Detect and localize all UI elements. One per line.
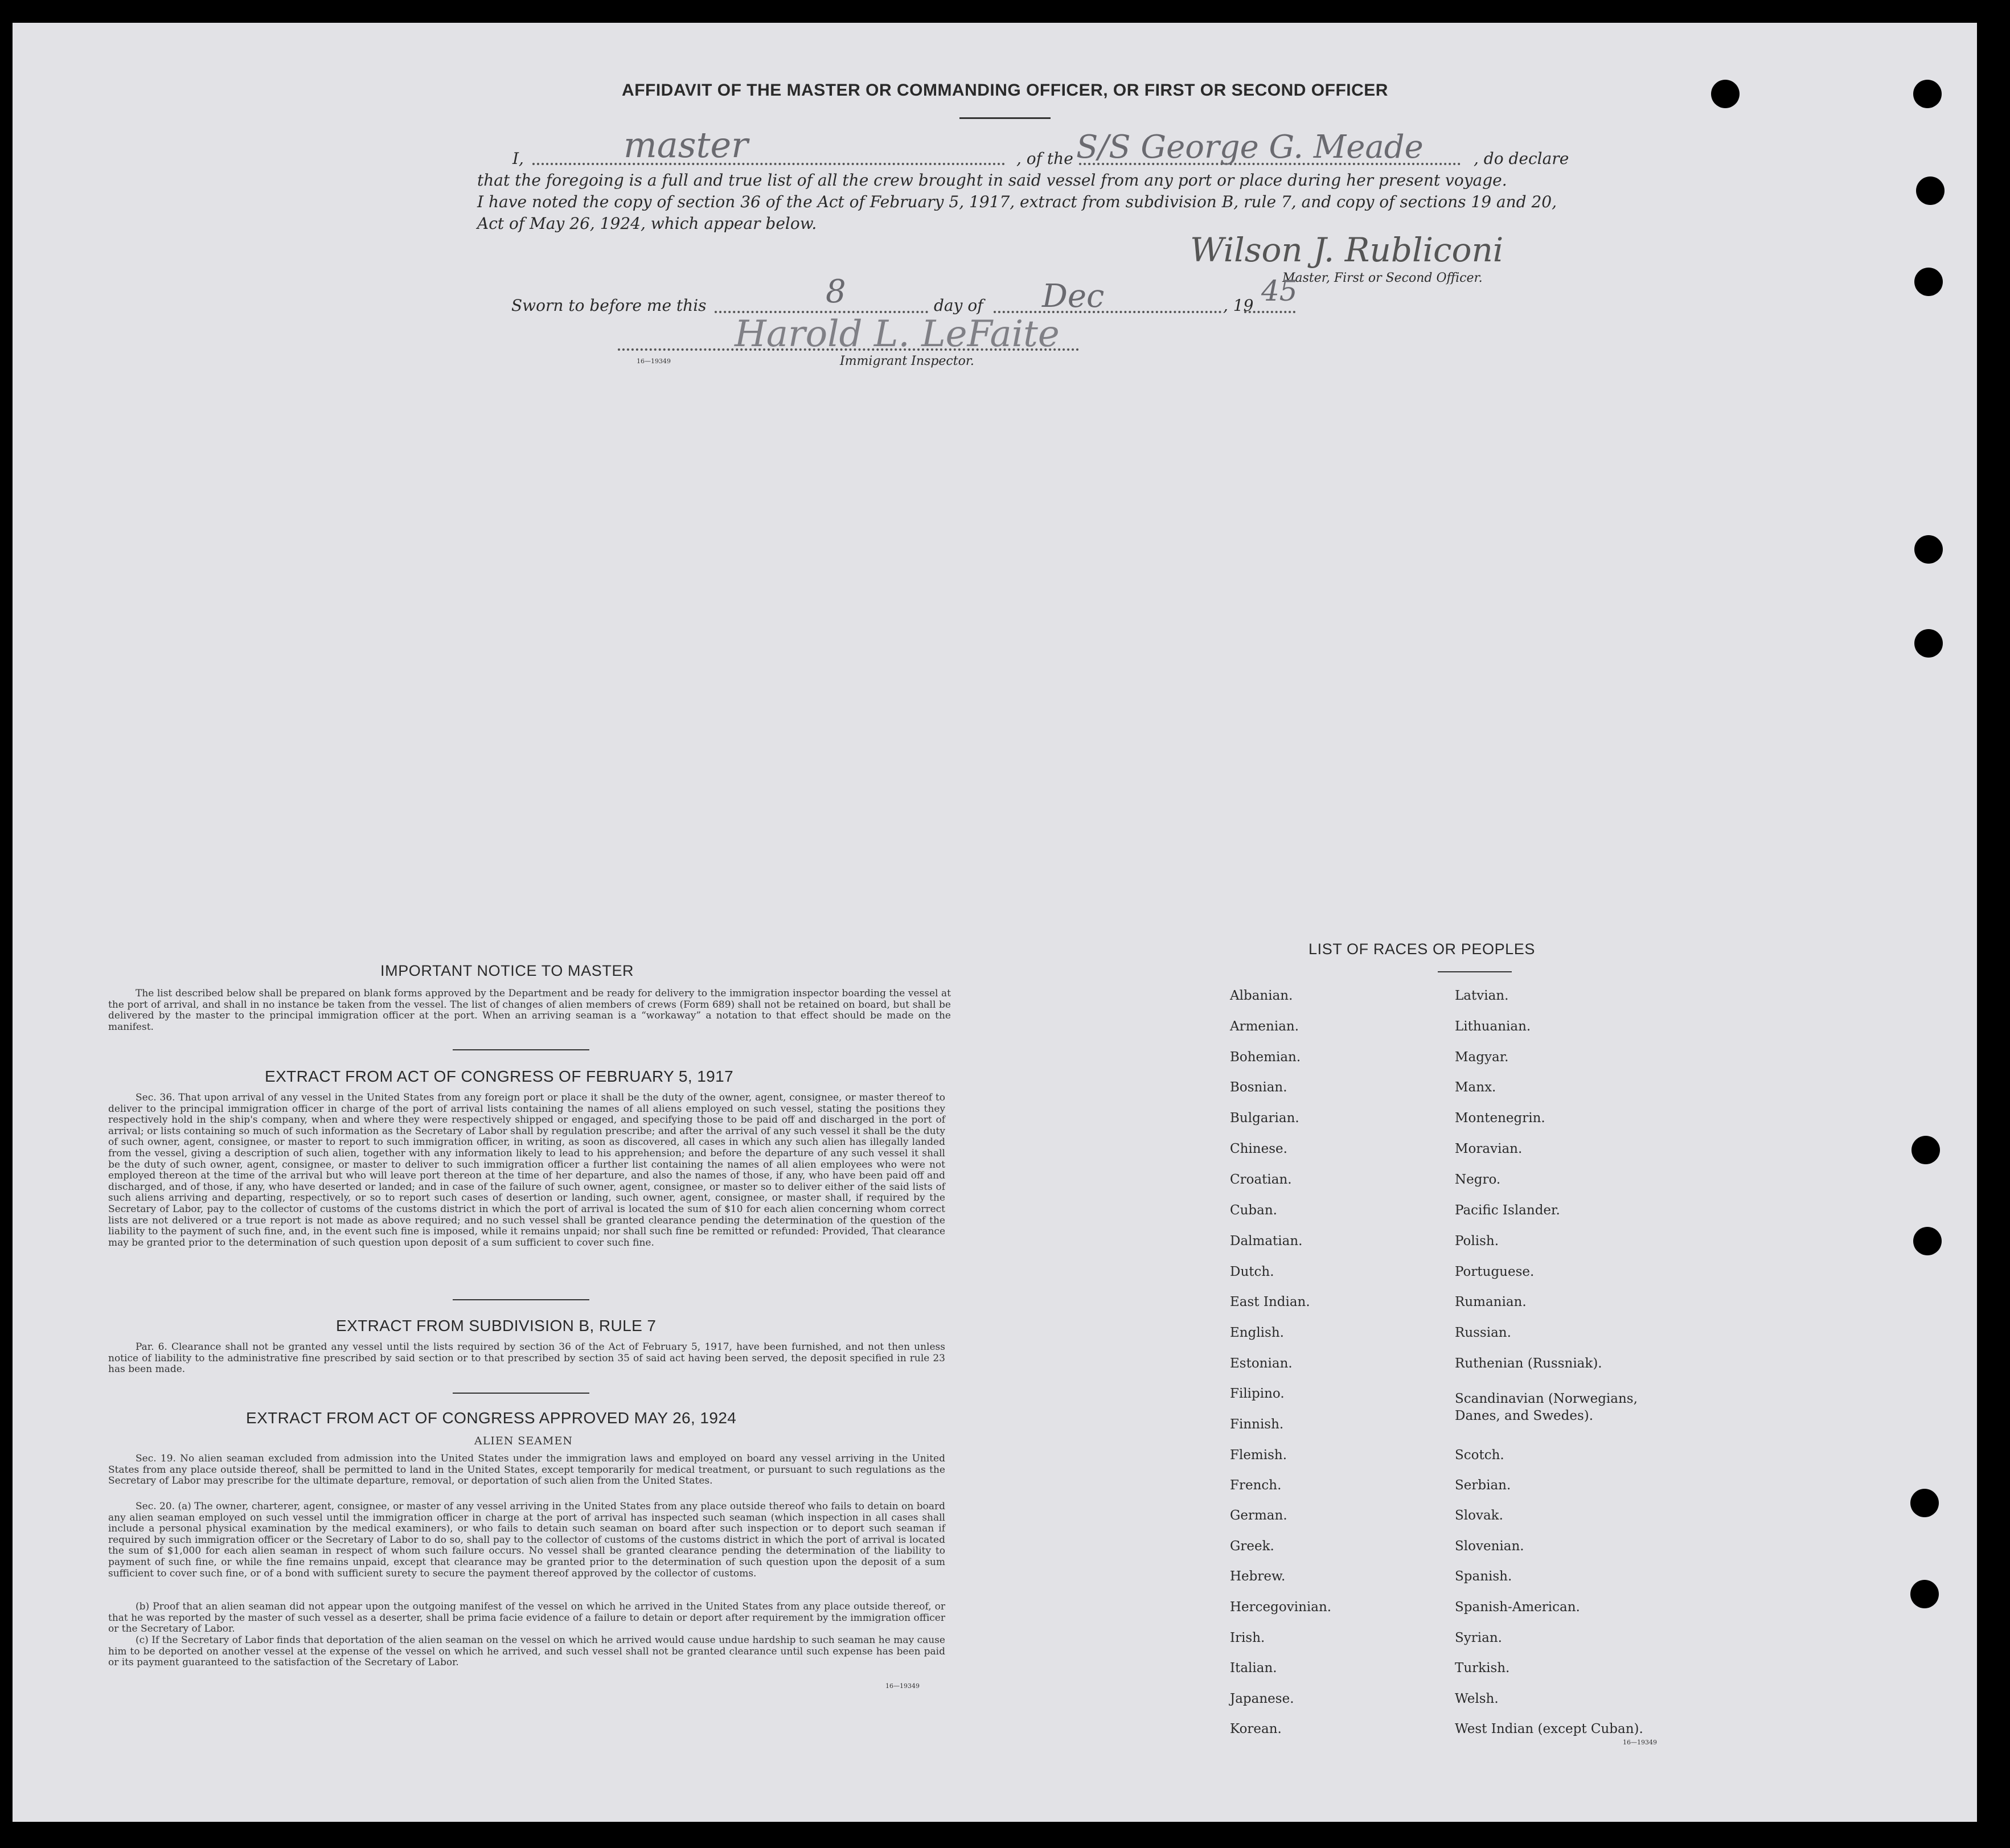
handwritten-year: 45 [1261,274,1298,307]
handwritten-month: Dec [1042,278,1105,315]
race-item: English. [1230,1325,1284,1340]
sec-20c-body: (c) If the Secretary of Labor finds that deportation of the alien seaman on the vessel on which he arrived would cause undue hardship to such seaman he may cause him to be deported on another vessel at the expense of the vessel on which he arrived, and such vessel shall not be granted clearance until such expense has been paid or its payment guaranteed to the satisfaction of the Secretary of Labor. [108,1635,945,1669]
extract-1917-heading: EXTRACT FROM ACT OF CONGRESS OF FEBRUARY 5, 1917 [265,1067,734,1085]
race-item: Russian. [1455,1325,1511,1340]
sec-20b-body: (b) Proof that an alien seaman did not appear upon the outgoing manifest of the vessel on which he arrived in the United States from any place outside thereof, or that he was reported by the master of such vessel as a deserter, shall be prima facie evidence of a failure to detain or deport after requirement by the immigration officer or the Secretary of Labor. [108,1601,945,1635]
affidavit-line-1: that the foregoing is a full and true list of all the crew brought in said vessel from any port or place during her present voyage. [477,171,1507,190]
title-divider [959,117,1051,119]
race-item: Portuguese. [1455,1264,1535,1279]
race-item: Slovak. [1455,1508,1503,1523]
race-item: Welsh. [1455,1691,1499,1706]
race-item: Croatian. [1230,1172,1292,1187]
race-item: Finnish. [1230,1417,1284,1432]
master-signature-caption: Master, First or Second Officer. [1282,271,1483,285]
day-of-label: day of [934,296,983,315]
affidavit-line-3: Act of May 26, 1924, which appear below. [477,214,817,233]
punch-hole [1910,1489,1939,1517]
sworn-label: Sworn to before me this [511,296,707,315]
punch-hole [1913,1227,1942,1255]
race-item: Irish. [1230,1631,1265,1645]
form-number-top: 16—19349 [637,358,671,365]
alien-seamen-subheading: ALIEN SEAMEN [474,1435,573,1447]
race-item: Polish. [1455,1234,1499,1249]
race-item: Manx. [1455,1080,1496,1095]
race-item: Bohemian. [1230,1050,1301,1065]
punch-hole [1910,1580,1939,1608]
race-item: Italian. [1230,1661,1277,1675]
race-item: Scotch. [1455,1448,1504,1463]
sec-20a-body: Sec. 20. (a) The owner, charterer, agent, consignee, or master of any vessel arriving in the United States from any place outside thereof who fails to detain on board any alien seaman employed on such vessel until the immigration officer in charge at the port of arrival has inspected such seaman (which inspection in all cases shall include a personal physical examination by the medical examiners), or who fails to detain such seaman on board after such inspection or to deport such seaman if required by such immigration officer or the Secretary of Labor to do so, shall pay to the collector of customs of the customs district in which the port of arrival is located the sum of $1,000 for each alien seaman in respect of whom such failure occurs. No vessel shall be granted clearance pending the determination of the liability to payment of such fine, or while the fine remains unpaid, except that clearance may be granted prior to the determination of such question upon the deposit of a sum sufficient to cover such fine, or of a bond with sufficient surety to secure the payment thereof approved by the collector of customs. [108,1501,945,1579]
race-item: Magyar. [1455,1050,1509,1065]
race-item: Armenian. [1230,1019,1299,1034]
races-divider [1438,971,1512,972]
notice-heading: IMPORTANT NOTICE TO MASTER [380,962,634,979]
race-item: Slovenian. [1455,1539,1524,1554]
race-item: French. [1230,1478,1282,1493]
race-item: Japanese. [1230,1691,1294,1706]
race-item: Syrian. [1455,1631,1502,1645]
race-item: Negro. [1455,1172,1501,1187]
race-item: Moravian. [1455,1141,1523,1156]
race-item: Turkish. [1455,1661,1510,1675]
race-item: Albanian. [1230,988,1293,1003]
handwritten-day: 8 [826,273,846,310]
race-item: Lithuanian. [1455,1019,1531,1034]
form-number-left: 16—19349 [885,1682,920,1690]
race-item: Spanish. [1455,1569,1512,1584]
punch-hole [1916,176,1945,205]
year-prefix: , 19 [1223,296,1254,315]
races-heading: LIST OF RACES OR PEOPLES [1308,941,1536,958]
extract-1924-heading: EXTRACT FROM ACT OF CONGRESS APPROVED MAY 26, 1924 [246,1409,737,1427]
race-item: Ruthenian (Russniak). [1455,1356,1602,1371]
race-item: Estonian. [1230,1356,1293,1371]
section-divider [453,1299,589,1300]
form-number-right: 16—19349 [1623,1739,1657,1746]
affidavit-of-the: , of the [1016,149,1073,168]
punch-hole [1914,629,1943,658]
extract-1917-body: Sec. 36. That upon arrival of any vessel in the United States from any foreign port or place it shall be the duty of the owner, agent, consignee, or master thereof to deliver to the principal immigration officer in charge of the port of arrival lists containing the names of all aliens employed on such vessel, stating the positions they respectively hold in the ship's company, when and where they were respectively shipped or engaged, and specifying those to be paid off and discharged in the port of arrival; or lists containing so much of such information as the Secretary of Labor shall by regulation prescribe; and after the arrival of any such vessel it shall be the duty of such owner, agent, consignee, or master to report to such immigration officer, in writing, as soon as discovered, all cases in which any such alien has illegally landed from the vessel, giving a description of such alien, together with any information likely to lead to his apprehension; and before the departure of any such vessel it shall be the duty of such owner, agent, consignee, or master to deliver to such immigration officer a further list containing the names of all alien employees who were not employed thereon at the time of the arrival but who will leave port thereon at the time of her departure, and also the names of those, if any, who have been paid off and discharged, and of those, if any, who have deserted or landed; and in case of the failure of such owner, agent, consignee, or master so to deliver either of the said lists of such aliens arriving and departing, respectively, or so to report such cases of desertion or landing, such owner, agent, consignee, or master shall, if required by the Secretary of Labor, pay to the collector of customs of the customs district in which the port of arrival is located the sum of $10 for each alien concerning whom correct lists are not delivered or a true report is not made as above required; and no such vessel shall be granted clearance pending the determination of the question of the liability to the payment of such fine, and, in the event such fine is imposed, while it remains unpaid; nor shall such fine be remitted or refunded: Provided, That clearance may be granted prior to the determination of such question upon deposit of a sum sufficient to cover such fine. [108,1092,945,1249]
affidavit-i: I, [512,149,524,168]
race-item: Dutch. [1230,1264,1274,1279]
race-item: Bosnian. [1230,1080,1287,1095]
rule-7-body: Par. 6. Clearance shall not be granted any vessel until the lists required by section 36 of the Act of February 5, 1917, have been furnished, and not then unless notice of liability to the administrative fine prescribed by said section or to that prescribed by section 35 of said act having been served, the deposit specified in rule 23 has been made. [108,1341,945,1375]
race-item: Cuban. [1230,1203,1277,1218]
race-item: Dalmatian. [1230,1234,1303,1249]
race-item: Filipino. [1230,1386,1285,1401]
section-divider [453,1049,589,1050]
race-item: Latvian. [1455,988,1509,1003]
race-item: Serbian. [1455,1478,1511,1493]
punch-hole [1914,268,1943,296]
inspector-caption: Immigrant Inspector. [840,354,974,368]
punch-hole [1911,1136,1940,1164]
affidavit-title: AFFIDAVIT OF THE MASTER OR COMMANDING OFFICER, OR FIRST OR SECOND OFFICER [622,81,1388,100]
handwritten-vessel: S/S George G. Meade [1076,129,1424,166]
race-item: Chinese. [1230,1141,1287,1156]
race-item: East Indian. [1230,1295,1310,1309]
name-line [532,163,1005,165]
race-item: Montenegrin. [1455,1111,1545,1126]
inspector-signature: Harold L. LeFaite [735,313,1060,355]
race-item: German. [1230,1508,1287,1523]
race-item: Greek. [1230,1539,1274,1554]
race-item: Spanish-American. [1455,1600,1580,1615]
section-divider [453,1393,589,1394]
handwritten-name: master [623,124,748,166]
affidavit-declare: , do declare [1474,149,1569,168]
race-item: Flemish. [1230,1448,1287,1463]
race-item: Hebrew. [1230,1569,1286,1584]
master-signature: Wilson J. Rubliconi [1190,231,1504,269]
sworn-year-line [1244,311,1295,313]
race-item: Scandinavian (Norwegians, Danes, and Swedes). [1455,1391,1638,1423]
rule-7-heading: EXTRACT FROM SUBDIVISION B, RULE 7 [336,1317,657,1334]
sec-19-body: Sec. 19. No alien seaman excluded from admission into the United States under the immigration laws and employed on board any vessel arriving in the United States from any place outside thereof, shall be permitted to land in the United States, except temporarily for medical treatment, or pursuant to such regulations as the Secretary of Labor may prescribe for the ultimate departure, removal, or deportation of such alien from the United States. [108,1453,945,1487]
race-item: Bulgarian. [1230,1111,1299,1126]
race-item: Pacific Islander. [1455,1203,1560,1218]
affidavit-line-2: I have noted the copy of section 36 of the Act of February 5, 1917, extract from subdivision B, rule 7, and copy of sections 19 and 20, [477,192,1557,211]
race-item: West Indian (except Cuban). [1455,1722,1643,1736]
race-item: Rumanian. [1455,1295,1527,1309]
race-item: Korean. [1230,1722,1282,1736]
notice-body: The list described below shall be prepared on blank forms approved by the Department and be ready for delivery to the immigration inspector boarding the vessel at the port of arrival, and shall in no instance be taken from the vessel. The list of changes of alien members of crews (Form 689) shall not be retained on board, but shall be delivered by the master to the principal immigration officer at the port. When an arriving seaman is a “workaway” a notation to that effect should be made on the manifest. [108,988,951,1033]
race-item: Hercegovinian. [1230,1600,1332,1615]
punch-hole [1914,535,1943,564]
